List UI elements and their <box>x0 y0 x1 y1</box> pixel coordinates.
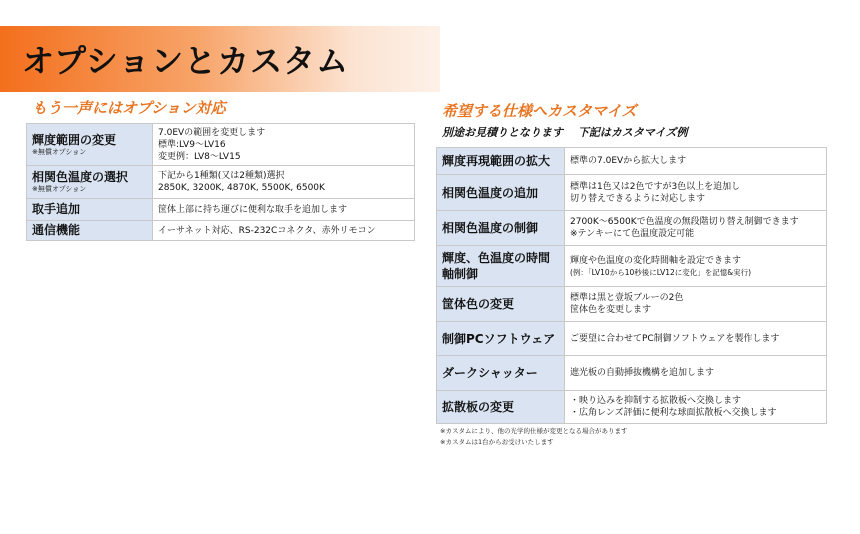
option-value: 下記から1種類(又は2種類)選択 2850K, 3200K, 4870K, 5500K, 6500K <box>153 166 415 199</box>
option-value: 筐体上部に持ち運びに便利な取手を追加します <box>153 199 415 221</box>
custom-key: 筐体色の変更 <box>437 287 565 322</box>
option-note: ※無償オプション <box>32 147 87 156</box>
custom-key: 輝度再現範囲の拡大 <box>437 148 565 175</box>
table-row <box>437 391 827 424</box>
table-row <box>27 166 415 199</box>
custom-value: 標準は黒と壹坂ブルーの2色 筐体色を変更します <box>565 287 827 322</box>
custom-value: 2700K～6500Kで色温度の無段階切り替え制御できます ※テンキーにて色温度設定可能 <box>565 211 827 246</box>
table-row <box>27 124 415 166</box>
custom-heading: 希望する仕様へカスタマイズ <box>442 102 637 120</box>
custom-subheading: 別途お見積りとなります 下記はカスタマイズ例 <box>442 126 688 139</box>
table-row <box>437 356 827 391</box>
table-row <box>437 246 827 287</box>
table-row <box>437 175 827 211</box>
custom-key: 相関色温度の制御 <box>437 211 565 246</box>
option-key: 取手追加 <box>27 199 153 221</box>
custom-value: 輝度や色温度の変化時間軸を設定できます (例：「LV10から10秒後にLV12に変化」を記憶&実行) <box>565 246 827 287</box>
option-key: 相関色温度の選択 ※無償オプション <box>27 166 153 199</box>
custom-key: 相関色温度の追加 <box>437 175 565 211</box>
option-value: イーサネット対応、RS-232Cコネクタ、赤外リモコン <box>153 221 415 241</box>
table-row <box>27 221 415 241</box>
custom-value: 遮光板の自動挿抜機構を追加します <box>565 356 827 391</box>
custom-key: 輝度、色温度の時間軸制御 <box>437 246 565 287</box>
custom-example: (例：「LV10から10秒後にLV12に変化」を記憶&実行) <box>570 267 752 277</box>
custom-key: 拡散板の変更 <box>437 391 565 424</box>
custom-value: ・映り込みを抑制する拡散板へ交換します ・広角レンズ評価に便利な球面拡散板へ交換します <box>565 391 827 424</box>
custom-table <box>436 147 827 424</box>
option-key: 輝度範囲の変更 ※無償オプション <box>27 124 153 166</box>
custom-value: 標準の7.0EVから拡大します <box>565 148 827 175</box>
custom-key: 制御PCソフトウェア <box>437 322 565 356</box>
table-row <box>437 287 827 322</box>
option-key: 通信機能 <box>27 221 153 241</box>
page-title: オプションとカスタム <box>22 42 350 80</box>
footnote: ※カスタムにより、他の光学的仕様が変更となる場合があります <box>440 427 628 435</box>
table-row <box>437 211 827 246</box>
footnote: ※カスタムは1台からお受けいたします <box>440 438 554 446</box>
table-row <box>27 199 415 221</box>
custom-value: 標準は1色又は2色ですが3色以上を追加し 切り替えできるように対応します <box>565 175 827 211</box>
option-note: ※無償オプション <box>32 185 87 193</box>
options-table <box>26 123 415 241</box>
option-value: 7.0EVの範囲を変更します 標準:LV9～LV16 変更例：LV8～LV15 <box>153 124 415 166</box>
options-heading: もう一声にはオプション対応 <box>32 99 226 117</box>
custom-key: ダークシャッター <box>437 356 565 391</box>
custom-value: ご要望に合わせてPC制御ソフトウェアを製作します <box>565 322 827 356</box>
table-row <box>437 322 827 356</box>
table-row <box>437 148 827 175</box>
